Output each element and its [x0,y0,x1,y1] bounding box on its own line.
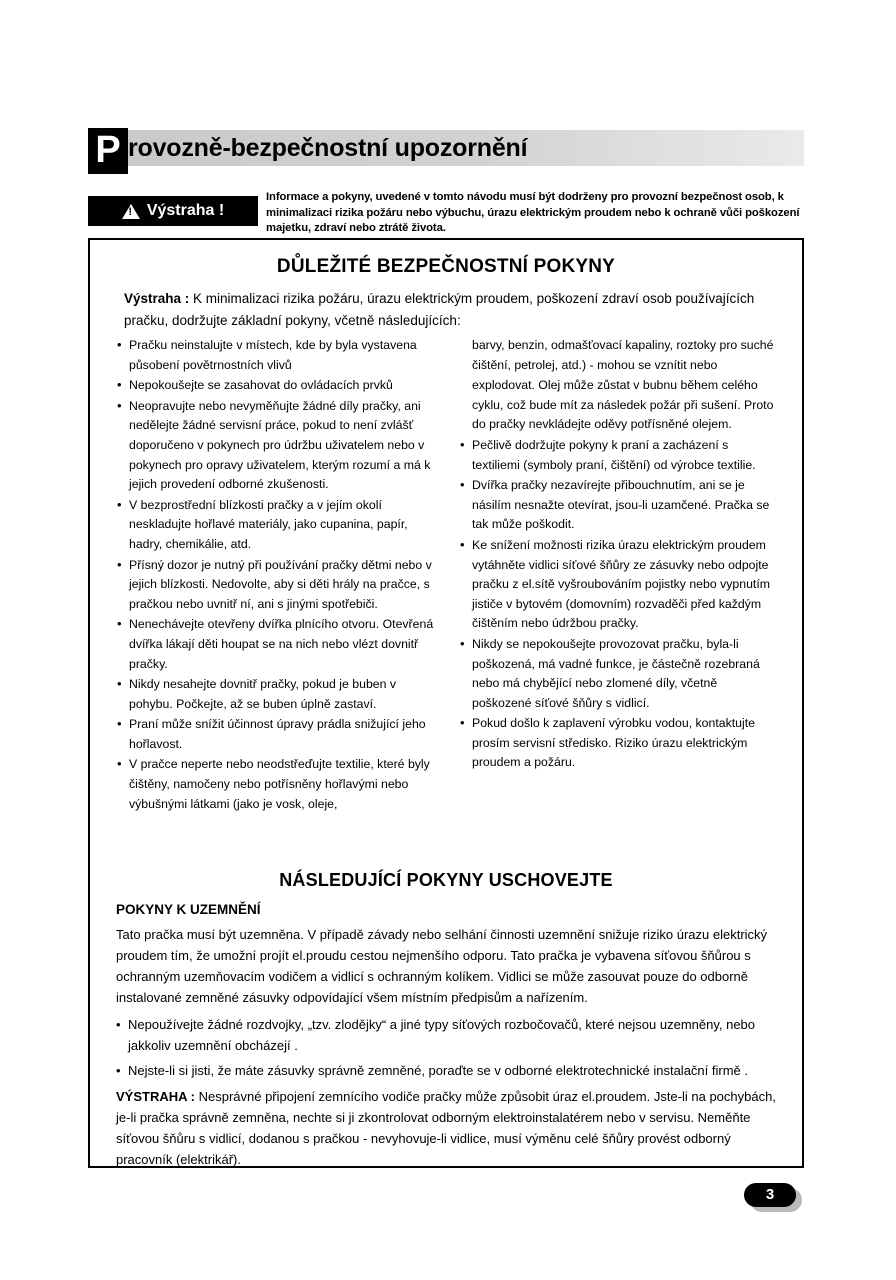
list-item: • Nikdy se nepokoušejte provozovat pračku, byla-li poškozená, má vadné funkce, je částečně rozebraná nebo má chybějící nebo zlomené díly, včetně poškozené síťové šňůry s vidlicí. [459,635,779,713]
list-item: • Pokud došlo k zaplavení výrobku vodou, kontaktujte prosím servisní středisko. Riziko úrazu elektrickým proudem a požáru. [459,714,779,773]
warning-bar-text: Informace a pokyny, uvedené v tomto návodu musí být dodrženy pro provozní bezpečnost osob, k minimalizaci rizika požáru nebo výbuchu, úrazu elektrickým proudem nebo k ochraně vůči poškození majetku, zdraví nebo ztrátě života. [266,191,800,234]
warning-badge [88,196,258,226]
safety-intro-text: K minimalizaci rizika požáru, úrazu elektrickým proudem, poškození zdraví osob používajících pračku, dodržujte základní pokyny, včetně následujících: [124,291,755,328]
page-number-badge [744,1183,804,1213]
grounding-section-body: Tato pračka musí být uzemněna. V případě závady nebo selhání činnosti uzemnění snižuje riziko úrazu elektrický proudem tím, že umožní projít el.proudu cestou nejmenšího odporu. Tato pračka je vybavena síťovou šňůrou s ochranným uzemňovacím vodičem a vidlicí s ochranným kolíkem. Vidlici se může zasouvat pouze do odborně instalované zemněné zásuvky odpovídající všem místním předpisům a nařízením. [116,927,768,1005]
safety-column-left [116,336,436,815]
final-warning-text: Nesprávné připojení zemnícího vodiče pračky může způsobit úraz el.proudem. Jste-li na pochybách, je-li pračka správně zemněna, nechte si ji zkontrolovat odborným elektroinstalatérem nebo v servisu. Neměňte síťovou šňůru s vidlicí, dodanou s pračkou - nevyhovuje-li vidlice, musí výměnu celé šňůry provést odborný pracovník (elektrikář). [116,1089,776,1167]
keep-instructions-title: NÁSLEDUJÍCÍ POKYNY USCHOVEJTE [279,870,613,890]
list-item: • Pečlivě dodržujte pokyny k praní a zacházení s textiliemi (symboly praní, čištění) od výrobce textilie. [459,436,779,475]
safety-instructions-box [88,238,804,1168]
page-number: 3 [744,1183,796,1207]
list-item-continuation: explodovat. Olej může zůstat v bubnu během celého cyklu, což bude mít za následek požár při sušení. Proto do pračky nevkládejte oděvy potřísněné olejem. [472,378,774,432]
list-item: • Ke snížení možnosti rizika úrazu elektrickým proudem vytáhněte vidlici síťové šňůry ze zásuvky nebo odpojte pračku z el.sítě vyšroubováním pojistky nebo vypnutím jističe v bytovém (domovním) rozvaděči před každým čištěním nebo údržbou pračky. [459,536,779,634]
list-item: • Přísný dozor je nutný při používání pračky dětmi nebo v jejich blízkosti. Nedovolte, aby si děti hrály na pračce, s pračkou nebo uvnitř ní, ani s jinými spotřebiči. [116,556,436,615]
safety-column-right [459,336,779,774]
warning-triangle-icon [122,204,140,219]
list-item: • Nepoužívejte žádné rozdvojky, „tzv. zlodějky“ a jiné typy síťových rozbočovačů, které nejsou uzemněny, nebo jakkoliv uzemnění obcházejí . [116,1014,784,1056]
list-item: • Praní může snížit účinnost úpravy prádla snižující jeho hořlavost. [116,715,436,754]
list-item: • Nenechávejte otevřeny dvířka plnícího otvoru. Otevřená dvířka lákají děti houpat se na nich nebo vlézt dovnitř pračky. [116,615,436,674]
list-item-continuation: barvy, benzin, odmašťovací kapaliny, roztoky pro suché čištění, petrolej, atd.) - mohou se vznítit nebo [472,338,774,372]
safety-intro [124,288,774,332]
safety-intro-label: Výstraha : [124,291,190,306]
safety-box-title: DŮLEŽITÉ BEZPEČNOSTNÍ POKYNY [276,256,616,277]
list-item: • Nepokoušejte se zasahovat do ovládacích prvků [116,376,436,396]
final-warning-label: VÝSTRAHA : [116,1089,195,1104]
list-item: • Dvířka pračky nezavírejte přibouchnutím, ani se je násilím nesnažte otevírat, jsou-li uzamčené. Pračka se tak může poškodit. [459,476,779,535]
list-item: • Nejste-li si jisti, že máte zásuvky správně zemněné, poraďte se v odborné elektrotechnické instalační firmě . [116,1060,784,1081]
safety-list-right [459,336,779,773]
list-item: • V pračce neperte nebo neodstřeďujte textilie, které byly čištěny, namočeny nebo potřísněny hořlavými nebo výbušnými látkami (jako je vosk, oleje, [116,755,436,814]
list-item: • V bezprostřední blízkosti pračky a v jejím okolí neskladujte hořlavé materiály, jako cupanina, papír, hadry, chemikálie, atd. [116,496,436,555]
list-item: • Pračku neinstalujte v místech, kde by byla vystavena působení povětrnostních vlivů [116,336,436,375]
list-item: • Neopravujte nebo nevyměňujte žádné díly pračky, ani nedělejte žádné servisní práce, pokud to není zvlášť doporučeno v pokynech pro údržbu uživatelem nebo v pokynech pro opravy uživatelem, kterým rozumí a má k jejich provedení odborné zkušenosti. [116,397,436,495]
grounding-section-title: POKYNY K UZEMNĚNÍ [116,902,261,917]
safety-list-left [116,336,436,814]
drop-cap-letter: P [88,128,128,174]
page-title: rovozně-bezpečnostní upozornění [128,134,528,162]
final-warning-block [116,1086,784,1170]
grounding-bullet-list [116,1014,784,1085]
warning-badge-label: Výstraha ! [146,202,225,219]
list-item: • Nikdy nesahejte dovnitř pračky, pokud je buben v pohybu. Počkejte, až se buben úplně zastaví. [116,675,436,714]
safety-bullet-columns [116,336,784,866]
